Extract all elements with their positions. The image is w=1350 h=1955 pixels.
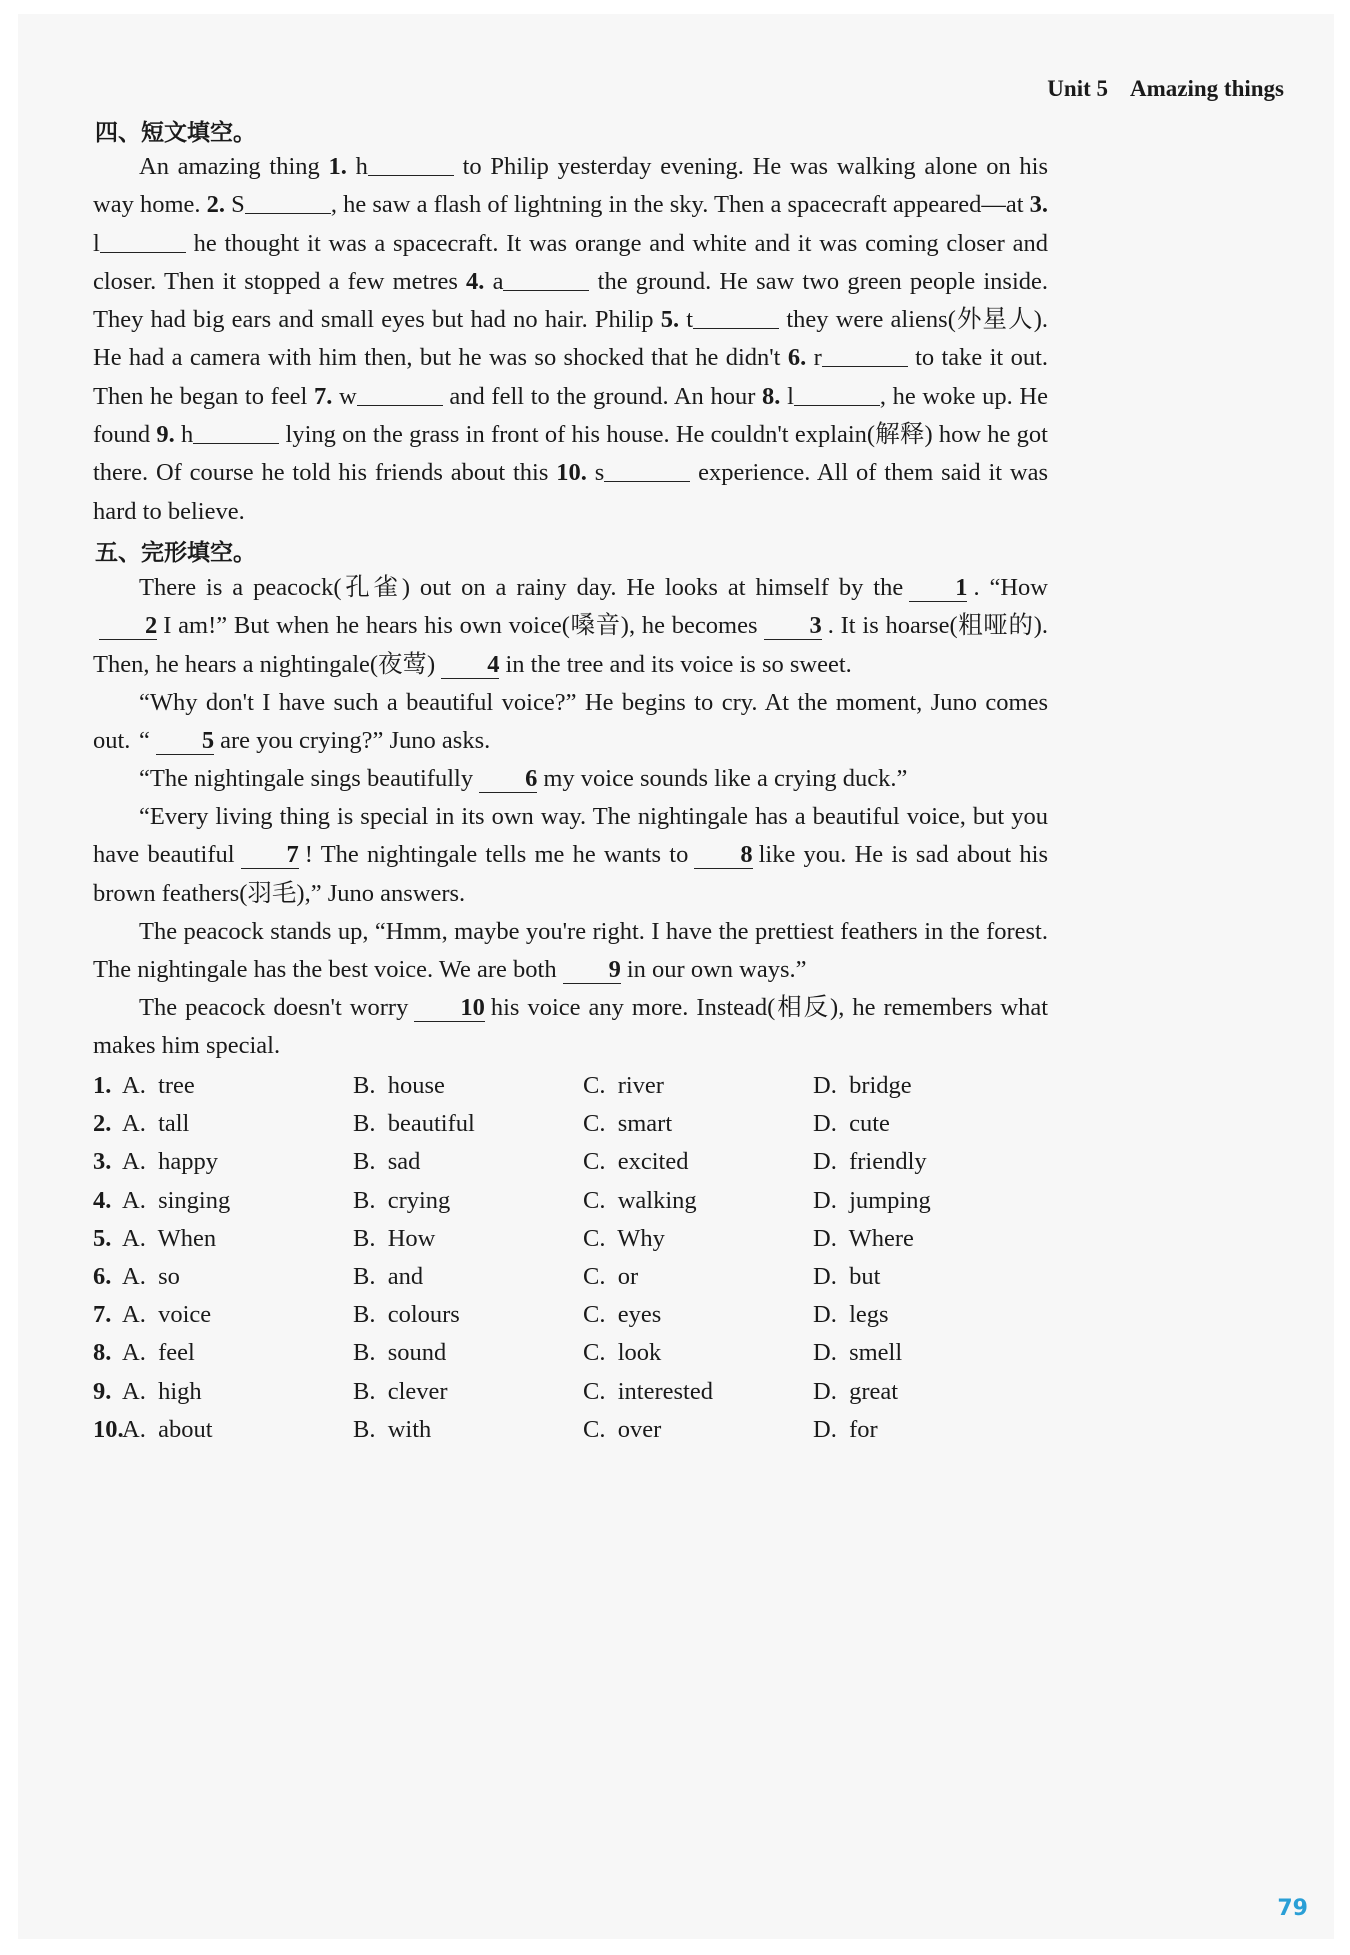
option-a[interactable]: A. high: [122, 1377, 202, 1405]
item-number: 3.: [1029, 191, 1049, 219]
option-c[interactable]: C. walking: [583, 1186, 697, 1214]
question-number: 10.: [93, 1415, 124, 1443]
option-row: [93, 1296, 1093, 1334]
option-b[interactable]: B. and: [353, 1262, 424, 1290]
item-number: 7.: [314, 382, 333, 410]
option-d[interactable]: D. bridge: [813, 1072, 912, 1099]
passage-text: to take it out. Then he began to feel: [93, 344, 1048, 410]
option-row: [93, 1105, 1093, 1143]
passage-text: he thought it was a spacecraft. It was orange and white and it was coming closer and closer. Then it stopped a few metres: [93, 229, 1048, 295]
fill-in-blank-6[interactable]: [822, 344, 908, 367]
passage-items: [93, 153, 1048, 525]
option-b[interactable]: B. sound: [353, 1339, 447, 1367]
passage-text: , he woke up. He found: [93, 382, 1049, 449]
cloze-blank-5: 5: [156, 728, 214, 755]
cloze-blank-4: 4: [441, 652, 499, 679]
cloze-paragraph-4: [93, 760, 1048, 798]
fill-in-blank-5[interactable]: [693, 306, 779, 329]
unit-title: Amazing things: [1130, 76, 1284, 101]
question-number: 4.: [93, 1186, 112, 1214]
passage-text: lying on the grass in front of his house. He couldn't explain(解释) how he got there. Of course he told his friends about this: [93, 421, 1048, 487]
section-5-title: 五、完形填空。: [95, 540, 256, 566]
blank-initial-letter: a: [492, 267, 504, 295]
question-number: 3.: [93, 1148, 112, 1176]
cloze-blank-1: 1: [909, 575, 967, 602]
option-row: [93, 1220, 1093, 1258]
cloze-text: my voice sounds like a crying duck.”: [543, 765, 908, 792]
option-d[interactable]: D. smell: [813, 1339, 903, 1367]
cloze-paragraph-1: [93, 569, 1048, 684]
option-b[interactable]: B. sad: [353, 1148, 421, 1176]
cloze-text: in our own ways.”: [626, 956, 807, 984]
cloze-text: “: [139, 727, 150, 754]
cloze-paragraph-3: [93, 722, 1048, 760]
fill-in-blank-9[interactable]: [193, 421, 279, 444]
fill-in-blank-10[interactable]: [604, 459, 690, 482]
cloze-text: his voice any more. Instead(相反), he remembers what makes him special.: [93, 994, 1049, 1060]
option-a[interactable]: A. tree: [122, 1072, 195, 1099]
item-number: 1.: [328, 153, 347, 180]
item-number: 6.: [787, 344, 807, 372]
option-d[interactable]: D. but: [813, 1262, 881, 1290]
page: [18, 14, 1334, 1939]
cloze-text: The peacock stands up, “Hmm, maybe you're right. I have the prettiest feathers in the forest. The nightingale has the best voice. We are both: [93, 918, 1048, 984]
cloze-text: “Every living thing is special in its own way. The nightingale has a beautiful voice, but you have beautiful: [93, 803, 1048, 869]
blank-initial-letter: w: [339, 382, 357, 410]
question-number: 5.: [93, 1224, 112, 1252]
option-c[interactable]: C. look: [583, 1339, 662, 1367]
passage-text: experience. All of them said it was hard to believe.: [93, 459, 1049, 525]
question-number: 8.: [93, 1339, 112, 1367]
option-d[interactable]: D. cute: [813, 1110, 890, 1138]
option-c[interactable]: C. eyes: [583, 1301, 662, 1329]
option-c[interactable]: C. Why: [583, 1224, 665, 1252]
blank-initial-letter: h: [355, 153, 368, 180]
cloze-text: . “How: [973, 574, 1048, 601]
item-number: 5.: [660, 306, 680, 334]
option-row: [93, 1182, 1093, 1220]
option-a[interactable]: A. so: [122, 1262, 180, 1290]
option-a[interactable]: A. singing: [122, 1186, 231, 1214]
cloze-text: like you. He is sad about his brown feathers(羽毛),” Juno answers.: [93, 841, 1048, 907]
blank-initial-letter: h: [181, 421, 194, 449]
option-a[interactable]: A. tall: [122, 1110, 190, 1138]
option-d[interactable]: D. legs: [813, 1301, 889, 1329]
option-d[interactable]: D. friendly: [813, 1148, 927, 1176]
fill-in-blank-8[interactable]: [794, 383, 880, 406]
cloze-blank-2: 2: [99, 613, 157, 640]
item-number: 4.: [466, 267, 485, 295]
option-d[interactable]: D. great: [813, 1377, 899, 1405]
option-d[interactable]: D. Where: [813, 1224, 914, 1252]
option-d[interactable]: D. for: [813, 1415, 878, 1443]
blank-initial-letter: l: [93, 229, 100, 257]
question-number: 9.: [93, 1377, 112, 1405]
option-row: [93, 1334, 1093, 1372]
option-a[interactable]: A. When: [122, 1224, 217, 1252]
cloze-text: in the tree and its voice is so sweet.: [505, 650, 852, 678]
option-b[interactable]: B. beautiful: [353, 1110, 475, 1138]
item-number: 2.: [206, 191, 226, 219]
option-c[interactable]: C. river: [583, 1072, 664, 1099]
cloze-text: . It is hoarse(粗哑的). Then, he hears a nightingale(夜莺): [93, 612, 1048, 678]
cloze-blank-8: 8: [694, 842, 752, 869]
passage-text: the ground. He saw two green people inside. They had big ears and small eyes but had no hair. Philip: [93, 267, 1049, 334]
section-4-passage: [93, 148, 1048, 531]
option-d[interactable]: D. jumping: [813, 1186, 931, 1214]
option-c[interactable]: C. smart: [583, 1110, 673, 1138]
question-number: 2.: [93, 1110, 112, 1138]
passage-text: they were aliens(外星人). He had a camera with him then, but he was so shocked that he didn't: [93, 306, 1049, 372]
passage-text: to Philip yesterday evening. He was walking alone on his way home.: [93, 153, 1049, 219]
cloze-blank-10: 10: [414, 995, 485, 1022]
cloze-text: There is a peacock(孔雀) out on a rainy day. He looks at himself by the: [139, 574, 904, 601]
option-c[interactable]: C. or: [583, 1262, 639, 1290]
running-header: [1047, 76, 1284, 102]
section-4-title: 四、短文填空。: [95, 120, 256, 146]
cloze-paragraph-6: [93, 913, 1048, 990]
passage-text: , he saw a flash of lightning in the sky. Then a spacecraft appeared—at: [330, 191, 1030, 219]
cloze-blank-6: 6: [479, 766, 537, 793]
option-a[interactable]: A. about: [122, 1415, 213, 1443]
cloze-blank-3: 3: [764, 613, 822, 640]
question-number: 1.: [93, 1072, 112, 1099]
option-a[interactable]: A. feel: [122, 1339, 195, 1367]
item-number: 8.: [762, 382, 781, 410]
cloze-text: “The nightingale sings beautifully: [139, 765, 474, 792]
cloze-blank-7: 7: [241, 842, 299, 869]
passage-text: and fell to the ground. An hour: [442, 382, 763, 410]
option-row: [93, 1411, 1093, 1449]
item-number: 10.: [556, 459, 587, 487]
option-c[interactable]: C. over: [583, 1415, 662, 1443]
fill-in-blank-4[interactable]: [503, 268, 589, 291]
fill-in-blank-3[interactable]: [100, 230, 186, 253]
passage-intro: An amazing thing: [139, 153, 320, 180]
option-c[interactable]: C. excited: [583, 1148, 689, 1176]
option-a[interactable]: A. happy: [122, 1148, 218, 1176]
question-number: 6.: [93, 1262, 112, 1290]
option-b[interactable]: B. colours: [353, 1301, 460, 1329]
option-b[interactable]: B. How: [353, 1224, 436, 1252]
answer-options: [93, 1067, 1093, 1449]
cloze-blank-9: 9: [563, 957, 621, 984]
page-number: 79: [1277, 1896, 1308, 1921]
option-row: [93, 1143, 1093, 1181]
option-b[interactable]: B. clever: [353, 1377, 448, 1405]
blank-initial-letter: r: [813, 344, 822, 372]
cloze-text: The peacock doesn't worry: [139, 994, 409, 1021]
cloze-text: ! The nightingale tells me he wants to: [304, 841, 689, 869]
option-b[interactable]: B. with: [353, 1415, 432, 1443]
option-b[interactable]: B. crying: [353, 1186, 451, 1214]
option-a[interactable]: A. voice: [122, 1301, 212, 1329]
cloze-text: are you crying?” Juno asks.: [220, 727, 491, 754]
cloze-paragraph-5: [93, 798, 1048, 913]
cloze-paragraph-2: “Why don't I have such a beautiful voice?” He begins to cry. At the moment, Juno comes out.: [93, 689, 1048, 755]
fill-in-blank-2[interactable]: [245, 191, 331, 214]
blank-initial-letter: s: [594, 459, 605, 487]
cloze-paragraph-7: [93, 989, 1048, 1066]
item-number: 9.: [156, 421, 175, 449]
blank-initial-letter: t: [686, 306, 694, 334]
fill-in-blank-1[interactable]: [368, 153, 454, 176]
fill-in-blank-7[interactable]: [357, 383, 443, 406]
cloze-text: I am!” But when he hears his own voice(嗓音), he becomes: [163, 612, 758, 640]
option-c[interactable]: C. interested: [583, 1377, 713, 1405]
option-row: [93, 1067, 1093, 1105]
option-b[interactable]: B. house: [353, 1072, 445, 1099]
blank-initial-letter: l: [787, 382, 794, 410]
question-number: 7.: [93, 1301, 112, 1329]
option-row: [93, 1258, 1093, 1296]
option-row: [93, 1373, 1093, 1411]
unit-label: Unit 5: [1047, 76, 1108, 101]
blank-initial-letter: S: [231, 191, 245, 219]
